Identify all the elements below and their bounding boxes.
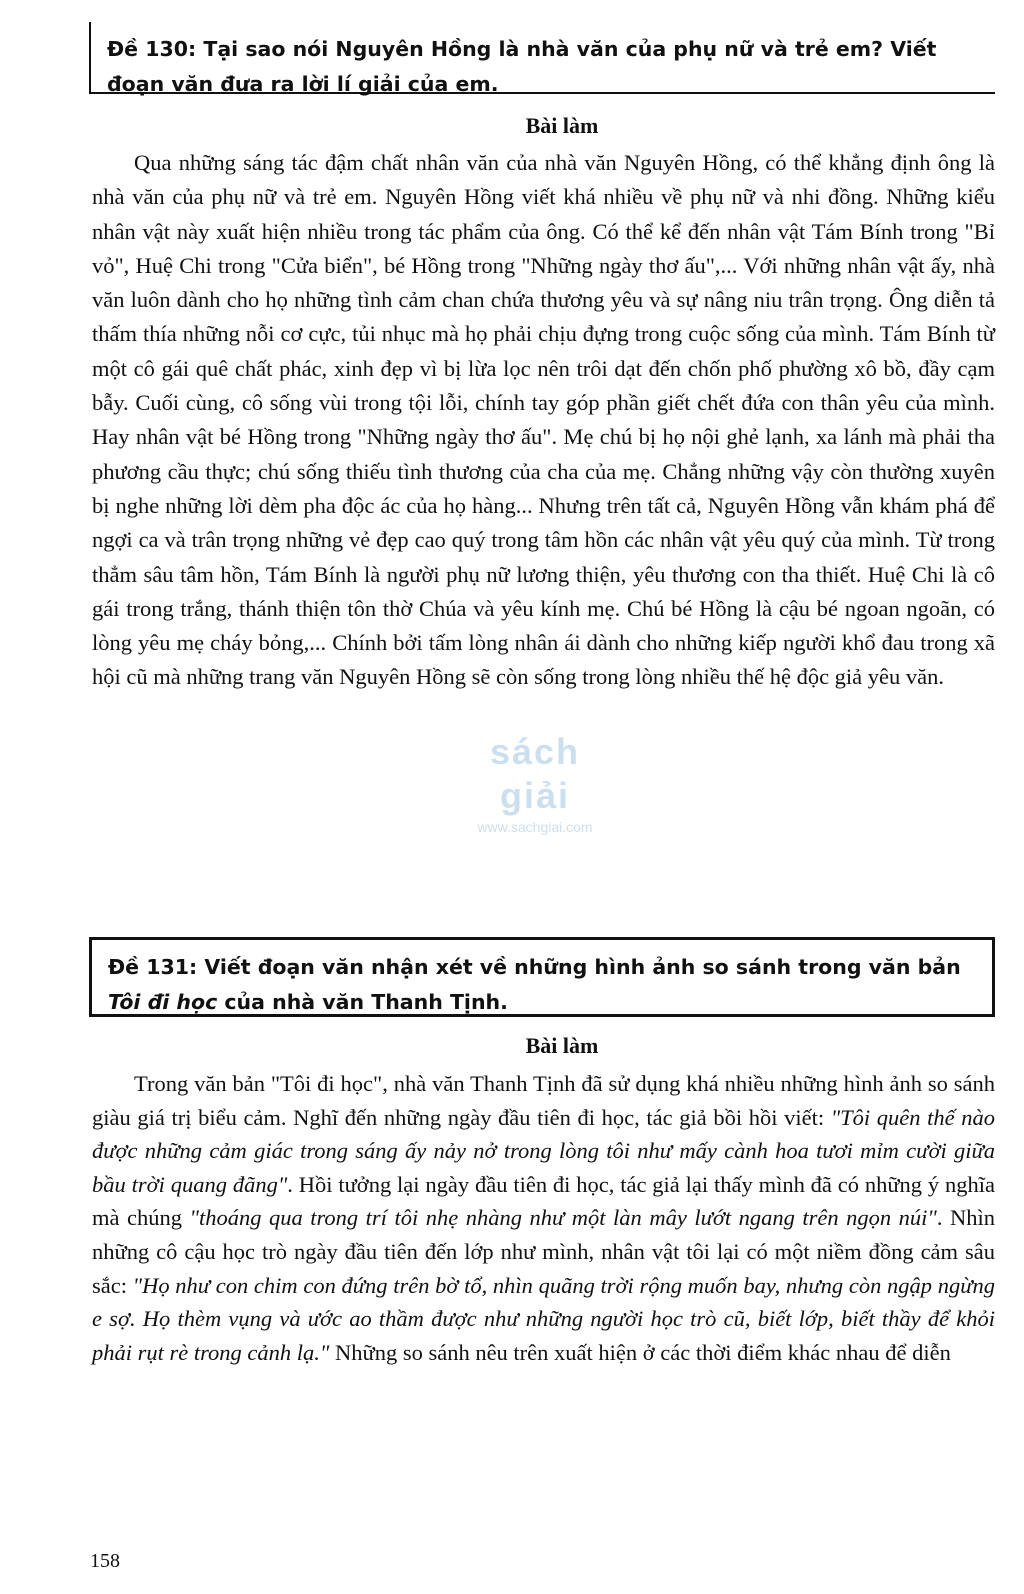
quote-text: "Họ như con chim con đứng trên bờ tổ, nhìn quãng trời rộng muốn bay, nhưng còn ngập ngừng e sợ. Họ thèm vụng và ước ao thầm được như những người học trò cũ, biết lớp, biết thầy để khỏi phải rụt rè trong cảnh lạ." [92, 1272, 995, 1365]
watermark-text: sách giải [489, 731, 581, 816]
exercise-131-heading: Bài làm [525, 1033, 599, 1058]
exercise-131-answer [92, 1067, 995, 1369]
answer-text: . Nhìn những cô cậu học trò ngày đầu tiên đến lớp như mình, nhân vật tôi lại có một niềm đồng cảm sâu sắc: [92, 1205, 995, 1298]
quote-text: "thoáng qua trong trí tôi nhẹ nhàng như một làn mây lướt ngang trên ngọn núi" [189, 1205, 937, 1231]
exercise-131-prompt-prefix: Đề 131: Viết đoạn văn nhận xét về những hình ảnh so sánh trong văn bản [108, 955, 961, 979]
exercise-130-prompt-box [89, 22, 995, 94]
exercise-131-prompt-title: Tôi đi học [108, 990, 218, 1014]
exercise-130-answer: Qua những sáng tác đậm chất nhân văn của nhà văn Nguyên Hồng, có thể khẳng định ông là nhà văn của phụ nữ và trẻ em. Nguyên Hồng viết khá nhiều về phụ nữ và nhi đồng. Những kiểu nhân vật này xuất hiện nhiều trong tác phẩm của ông. Có thể kể đến nhân vật Tám Bính trong "Bỉ vỏ", Huệ Chi trong "Cửa biển", bé Hồng trong "Những ngày thơ ấu",... Với những nhân vật ấy, nhà văn luôn dành cho họ những tình cảm chan chứa thương yêu và sự nâng niu trân trọng. Ông diễn tả thấm thía những nỗi cơ cực, tủi nhục mà họ phải chịu đựng trong cuộc sống của mình. Tám Bính từ một cô gái quê chất phác, xinh đẹp vì bị lừa lọc nên trôi dạt đến chốn phố phường xô bồ, đầy cạm bẫy. Cuối cùng, cô sống vùi trong tội lỗi, chính tay góp phần giết chết đứa con thân yêu của mình. Hay nhân vật bé Hồng trong "Những ngày thơ ấu". Mẹ chú bị họ nội ghẻ lạnh, xa lánh mà phải tha phương cầu thực; chú sống thiếu tình thương của cha của mẹ. Chẳng những vậy còn thường xuyên bị nghe những lời dèm pha độc ác của họ hàng... Nhưng trên tất cả, Nguyên Hồng vẫn khám phá để ngợi ca và trân trọng những vẻ đẹp cao quý trong tâm hồn các nhân vật yêu quý của mình. Từ trong thẳm sâu tâm hồn, Tám Bính là người phụ nữ lương thiện, yêu thương con tha thiết. Huệ Chi là cô gái trong trắng, thánh thiện tôn thờ Chúa và yêu kính mẹ. Chú bé Hồng là cậu bé ngoan ngoãn, có lòng yêu mẹ cháy bỏng,... Chính bởi tấm lòng nhân ái dành cho những kiếp người khổ đau trong xã hội cũ mà những trang văn Nguyên Hồng sẽ còn sống trong lòng nhiều thế hệ độc giả yêu văn. [92, 150, 995, 690]
answer-text: Những so sánh nêu trên xuất hiện ở các thời điểm khác nhau để diễn [329, 1339, 951, 1365]
answer-text: Trong văn bản "Tôi đi học", nhà văn Thanh Tịnh đã sử dụng khá nhiều những hình ảnh so sánh giàu giá trị biểu cảm. Nghĩ đến những ngày đầu tiên đi học, tác giả bồi hồi viết: [92, 1071, 995, 1130]
exercise-130-heading: Bài làm [525, 113, 599, 138]
watermark-logo [460, 730, 610, 835]
watermark-url: www.sachgiai.com [477, 819, 593, 835]
exercise-131-prompt-box [89, 937, 995, 1017]
page-number: 158 [90, 1550, 120, 1572]
exercise-130-prompt: Đề 130: Tại sao nói Nguyên Hồng là nhà văn của phụ nữ và trẻ em? Viết đoạn văn đưa ra lời lí giải của em. [107, 37, 937, 96]
answer-text: . Hồi tưởng lại ngày đầu tiên đi học, tác giả lại thấy mình đã có những ý nghĩa mà chúng [92, 1171, 995, 1231]
exercise-131-prompt-suffix: của nhà văn Thanh Tịnh. [217, 990, 508, 1014]
quote-text: "Tôi quên thế nào được những cảm giác trong sáng ấy nảy nở trong lòng tôi như mấy cành hoa tươi mỉm cười giữa bầu trời quang đãng" [92, 1104, 996, 1197]
